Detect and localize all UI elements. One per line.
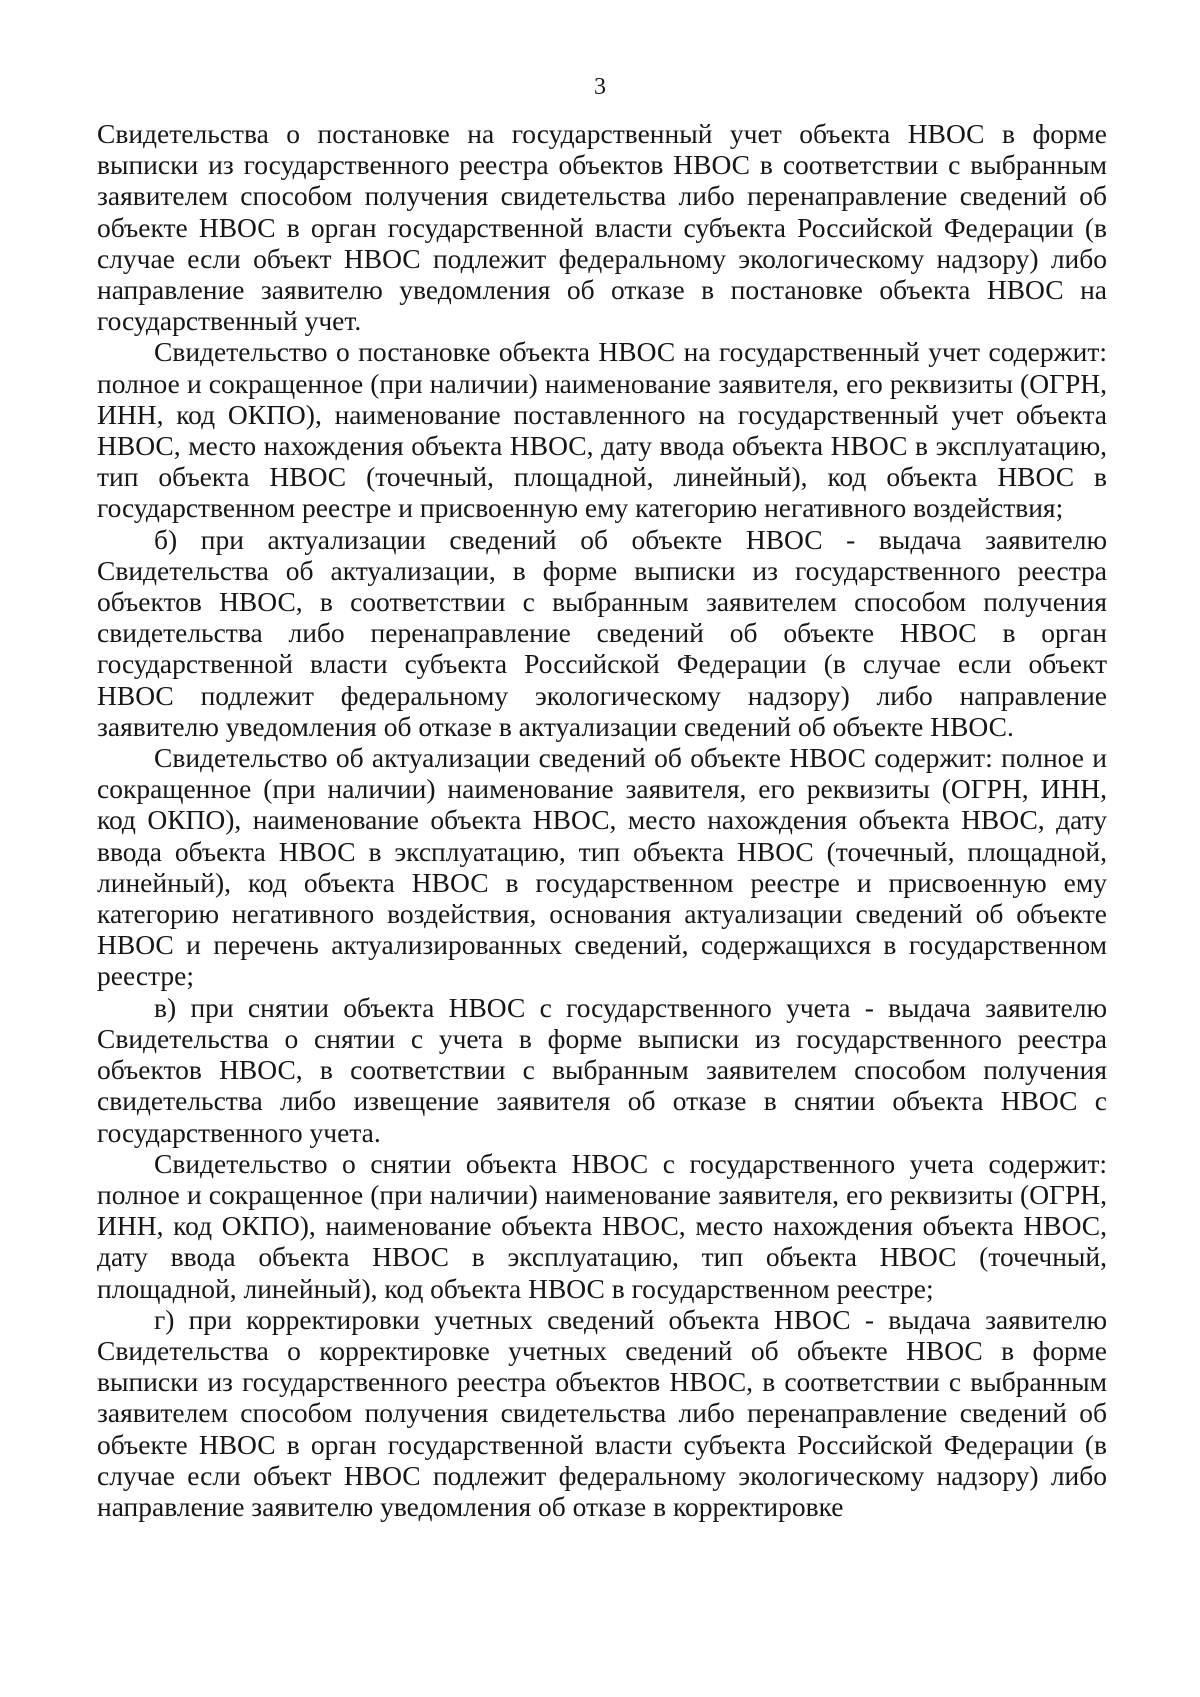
paragraph-certificate-deregistration-contents: Свидетельство о снятии объекта НВОС с государственного учета содержит: полное и сокращенное (при наличии) наименование заявителя, его реквизиты (ОГРН, ИНН, код ОКПО), наименование объекта НВОС, место нахождения объекта НВОС, дату ввода объекта НВОС в эксплуатацию, тип объекта НВОС (точечный, площадной, линейный), код объекта НВОС в государственном реестре;: [97, 1147, 1107, 1304]
paragraph-item-b-actualization: б) при актуализации сведений об объекте НВОС - выдача заявителю Свидетельства об актуализации, в форме выписки из государственного реестра объектов НВОС, в соответствии с выбранным заявителем способом получения свидетельства либо перенаправление сведений об объекте НВОС в орган государственной власти субъекта Российской Федерации (в случае если объект НВОС подлежит федеральному экологическому надзору) либо направление заявителю уведомления об отказе в актуализации сведений об объекте НВОС.: [97, 523, 1107, 742]
paragraph-continuation: Свидетельства о постановке на государственный учет объекта НВОС в форме выписки из государственного реестра объектов НВОС в соответствии с выбранным заявителем способом получения свидетельства либо перенаправление сведений об объекте НВОС в орган государственной власти субъекта Российской Федерации (в случае если объект НВОС подлежит федеральному экологическому надзору) либо направление заявителю уведомления об отказе в постановке объекта НВОС на государственный учет.: [97, 118, 1107, 337]
paragraph-certificate-registration-contents: Свидетельство о постановке объекта НВОС на государственный учет содержит: полное и сокращенное (при наличии) наименование заявителя, его реквизиты (ОГРН, ИНН, код ОКПО), наименование поставленного на государственный учет объекта НВОС, место нахождения объекта НВОС, дату ввода объекта НВОС в эксплуатацию, тип объекта НВОС (точечный, площадной, линейный), код объекта НВОС в государственном реестре и присвоенную ему категорию негативного воздействия;: [97, 336, 1107, 524]
page-number: 3: [594, 74, 606, 100]
document-body: [97, 118, 1107, 1522]
paragraph-item-g-correction: г) при корректировки учетных сведений объекта НВОС - выдача заявителю Свидетельства о корректировке учетных сведений об объекте НВОС в форме выписки из государственного реестра объектов НВОС, в соответствии с выбранным заявителем способом получения свидетельства либо перенаправление сведений об объекте НВОС в орган государственной власти субъекта Российской Федерации (в случае если объект НВОС подлежит федеральному экологическому надзору) либо направление заявителю уведомления об отказе в корректировке: [97, 1303, 1107, 1522]
paragraph-certificate-actualization-contents: Свидетельство об актуализации сведений об объекте НВОС содержит: полное и сокращенное (при наличии) наименование заявителя, его реквизиты (ОГРН, ИНН, код ОКПО), наименование объекта НВОС, место нахождения объекта НВОС, дату ввода объекта НВОС в эксплуатацию, тип объекта НВОС (точечный, площадной, линейный), код объекта НВОС в государственном реестре и присвоенную ему категорию негативного воздействия, основания актуализации сведений об объекте НВОС и перечень актуализированных сведений, содержащихся в государственном реестре;: [97, 742, 1107, 992]
paragraph-item-v-deregistration: в) при снятии объекта НВОС с государственного учета - выдача заявителю Свидетельства о снятии с учета в форме выписки из государственного реестра объектов НВОС, в соответствии с выбранным заявителем способом получения свидетельства либо извещение заявителя об отказе в снятии объекта НВОС с государственного учета.: [97, 991, 1107, 1148]
